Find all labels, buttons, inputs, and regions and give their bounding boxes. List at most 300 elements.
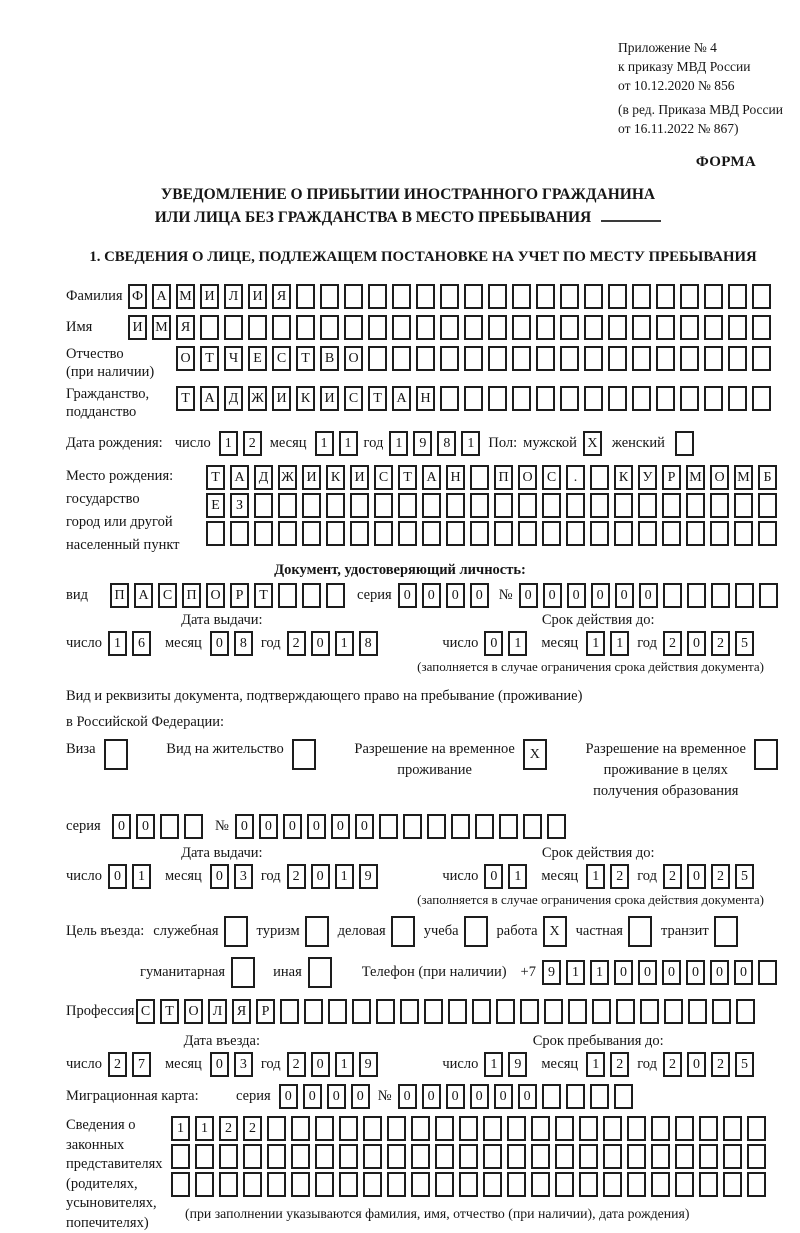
char-box[interactable] [171, 1144, 190, 1169]
char-box[interactable] [483, 1116, 502, 1141]
char-box[interactable]: 0 [331, 814, 350, 839]
char-box[interactable]: 2 [663, 1052, 682, 1077]
char-box[interactable]: X [583, 431, 602, 456]
char-box[interactable] [315, 1116, 334, 1141]
char-box[interactable] [328, 999, 347, 1024]
char-box[interactable]: 1 [339, 431, 358, 456]
char-box[interactable]: О [518, 465, 537, 490]
char-box[interactable] [398, 493, 417, 518]
char-box[interactable] [308, 957, 332, 988]
char-box[interactable] [400, 999, 419, 1024]
char-box[interactable] [728, 315, 747, 340]
char-box[interactable] [680, 386, 699, 411]
char-box[interactable] [662, 521, 681, 546]
char-box[interactable] [566, 493, 585, 518]
char-box[interactable]: Т [368, 386, 387, 411]
char-box[interactable] [547, 814, 566, 839]
char-box[interactable] [488, 386, 507, 411]
char-box[interactable] [280, 999, 299, 1024]
char-box[interactable]: А [230, 465, 249, 490]
char-box[interactable] [296, 284, 315, 309]
char-box[interactable]: 3 [234, 864, 253, 889]
char-box[interactable] [459, 1116, 478, 1141]
char-box[interactable] [464, 284, 483, 309]
char-box[interactable]: Р [230, 583, 249, 608]
char-box[interactable] [710, 493, 729, 518]
char-box[interactable] [758, 521, 777, 546]
char-box[interactable]: П [182, 583, 201, 608]
char-box[interactable] [352, 999, 371, 1024]
char-box[interactable] [302, 493, 321, 518]
char-box[interactable] [398, 521, 417, 546]
char-box[interactable] [376, 999, 395, 1024]
char-box[interactable]: Ф [128, 284, 147, 309]
char-box[interactable] [411, 1116, 430, 1141]
char-box[interactable] [704, 386, 723, 411]
char-box[interactable] [392, 346, 411, 371]
char-box[interactable]: 0 [446, 583, 465, 608]
char-box[interactable]: 0 [484, 864, 503, 889]
char-box[interactable] [680, 346, 699, 371]
char-box[interactable] [363, 1116, 382, 1141]
char-box[interactable] [416, 346, 435, 371]
char-box[interactable] [614, 1084, 633, 1109]
char-box[interactable] [315, 1172, 334, 1197]
char-box[interactable] [632, 315, 651, 340]
char-box[interactable]: 0 [311, 1052, 330, 1077]
char-box[interactable]: Т [160, 999, 179, 1024]
char-box[interactable] [523, 814, 542, 839]
char-box[interactable] [304, 999, 323, 1024]
char-box[interactable]: Д [254, 465, 273, 490]
char-box[interactable]: 0 [303, 1084, 322, 1109]
char-box[interactable]: 1 [461, 431, 480, 456]
char-box[interactable]: 0 [710, 960, 729, 985]
char-box[interactable]: 7 [132, 1052, 151, 1077]
char-box[interactable] [296, 315, 315, 340]
char-box[interactable]: 0 [210, 1052, 229, 1077]
char-box[interactable] [656, 284, 675, 309]
char-box[interactable] [422, 521, 441, 546]
char-box[interactable]: 1 [586, 1052, 605, 1077]
char-box[interactable]: 0 [662, 960, 681, 985]
char-box[interactable] [171, 1172, 190, 1197]
char-box[interactable] [687, 583, 706, 608]
char-box[interactable]: 0 [519, 583, 538, 608]
char-box[interactable]: 1 [335, 631, 354, 656]
char-box[interactable]: К [326, 465, 345, 490]
char-box[interactable]: 9 [508, 1052, 527, 1077]
char-box[interactable] [704, 284, 723, 309]
char-box[interactable]: Н [446, 465, 465, 490]
char-box[interactable] [320, 315, 339, 340]
char-box[interactable] [579, 1172, 598, 1197]
char-box[interactable]: 8 [234, 631, 253, 656]
char-box[interactable] [392, 284, 411, 309]
char-box[interactable] [368, 284, 387, 309]
char-box[interactable] [339, 1144, 358, 1169]
char-box[interactable]: 1 [219, 431, 238, 456]
char-box[interactable] [224, 315, 243, 340]
char-box[interactable] [291, 1172, 310, 1197]
char-box[interactable]: 0 [687, 1052, 706, 1077]
char-box[interactable] [747, 1116, 766, 1141]
char-box[interactable]: Т [200, 346, 219, 371]
char-box[interactable]: 1 [586, 864, 605, 889]
char-box[interactable]: 1 [108, 631, 127, 656]
char-box[interactable] [723, 1116, 742, 1141]
char-box[interactable] [224, 916, 248, 947]
char-box[interactable] [291, 1116, 310, 1141]
char-box[interactable]: 0 [355, 814, 374, 839]
char-box[interactable]: 5 [735, 631, 754, 656]
char-box[interactable] [664, 999, 683, 1024]
char-box[interactable] [723, 1144, 742, 1169]
char-box[interactable] [714, 916, 738, 947]
char-box[interactable]: 0 [543, 583, 562, 608]
char-box[interactable] [459, 1172, 478, 1197]
char-box[interactable] [627, 1172, 646, 1197]
char-box[interactable] [638, 493, 657, 518]
char-box[interactable] [651, 1116, 670, 1141]
char-box[interactable] [728, 346, 747, 371]
char-box[interactable]: 0 [687, 864, 706, 889]
char-box[interactable] [435, 1172, 454, 1197]
char-box[interactable] [422, 493, 441, 518]
char-box[interactable] [254, 521, 273, 546]
char-box[interactable] [584, 315, 603, 340]
char-box[interactable]: Ж [248, 386, 267, 411]
char-box[interactable]: Р [662, 465, 681, 490]
char-box[interactable] [555, 1172, 574, 1197]
char-box[interactable]: К [296, 386, 315, 411]
char-box[interactable] [686, 521, 705, 546]
char-box[interactable]: 9 [413, 431, 432, 456]
char-box[interactable]: С [344, 386, 363, 411]
char-box[interactable]: Я [232, 999, 251, 1024]
char-box[interactable]: 0 [638, 960, 657, 985]
char-box[interactable] [230, 521, 249, 546]
char-box[interactable] [699, 1144, 718, 1169]
char-box[interactable]: X [543, 916, 567, 947]
char-box[interactable] [195, 1144, 214, 1169]
char-box[interactable]: 2 [219, 1116, 238, 1141]
char-box[interactable]: 1 [508, 631, 527, 656]
char-box[interactable]: И [350, 465, 369, 490]
char-box[interactable] [184, 814, 203, 839]
char-box[interactable]: К [614, 465, 633, 490]
char-box[interactable]: 1 [195, 1116, 214, 1141]
char-box[interactable] [292, 739, 316, 770]
char-box[interactable] [747, 1172, 766, 1197]
char-box[interactable]: 0 [259, 814, 278, 839]
char-box[interactable] [459, 1144, 478, 1169]
char-box[interactable]: И [302, 465, 321, 490]
char-box[interactable] [675, 431, 694, 456]
char-box[interactable]: X [523, 739, 547, 770]
char-box[interactable]: И [320, 386, 339, 411]
char-box[interactable] [518, 521, 537, 546]
char-box[interactable] [344, 315, 363, 340]
char-box[interactable] [464, 386, 483, 411]
char-box[interactable] [451, 814, 470, 839]
char-box[interactable] [628, 916, 652, 947]
char-box[interactable] [663, 583, 682, 608]
char-box[interactable] [759, 583, 778, 608]
char-box[interactable]: О [176, 346, 195, 371]
char-box[interactable] [675, 1172, 694, 1197]
char-box[interactable] [752, 315, 771, 340]
char-box[interactable] [608, 386, 627, 411]
char-box[interactable] [320, 284, 339, 309]
char-box[interactable]: 5 [735, 1052, 754, 1077]
char-box[interactable] [200, 315, 219, 340]
char-box[interactable]: 1 [566, 960, 585, 985]
char-box[interactable] [496, 999, 515, 1024]
char-box[interactable] [627, 1144, 646, 1169]
char-box[interactable] [723, 1172, 742, 1197]
char-box[interactable] [350, 493, 369, 518]
char-box[interactable] [747, 1144, 766, 1169]
char-box[interactable] [363, 1172, 382, 1197]
char-box[interactable]: 0 [567, 583, 586, 608]
char-box[interactable] [699, 1116, 718, 1141]
char-box[interactable] [231, 957, 255, 988]
char-box[interactable]: А [392, 386, 411, 411]
char-box[interactable]: 2 [610, 1052, 629, 1077]
char-box[interactable]: О [710, 465, 729, 490]
char-box[interactable] [350, 521, 369, 546]
char-box[interactable] [704, 315, 723, 340]
char-box[interactable]: . [566, 465, 585, 490]
char-box[interactable] [494, 521, 513, 546]
char-box[interactable] [374, 521, 393, 546]
char-box[interactable] [368, 346, 387, 371]
char-box[interactable] [219, 1172, 238, 1197]
char-box[interactable] [758, 960, 777, 985]
char-box[interactable] [632, 284, 651, 309]
char-box[interactable]: И [272, 386, 291, 411]
char-box[interactable]: 1 [335, 864, 354, 889]
char-box[interactable]: С [158, 583, 177, 608]
char-box[interactable] [488, 346, 507, 371]
char-box[interactable] [627, 1116, 646, 1141]
char-box[interactable] [160, 814, 179, 839]
char-box[interactable]: 3 [234, 1052, 253, 1077]
char-box[interactable] [752, 284, 771, 309]
char-box[interactable]: М [152, 315, 171, 340]
char-box[interactable] [424, 999, 443, 1024]
char-box[interactable]: З [230, 493, 249, 518]
char-box[interactable] [632, 386, 651, 411]
char-box[interactable] [560, 284, 579, 309]
char-box[interactable]: И [200, 284, 219, 309]
char-box[interactable] [440, 284, 459, 309]
char-box[interactable]: 2 [663, 631, 682, 656]
char-box[interactable] [560, 315, 579, 340]
char-box[interactable] [603, 1116, 622, 1141]
char-box[interactable] [315, 1144, 334, 1169]
char-box[interactable]: А [152, 284, 171, 309]
char-box[interactable]: А [134, 583, 153, 608]
char-box[interactable] [542, 493, 561, 518]
char-box[interactable]: Л [224, 284, 243, 309]
char-box[interactable]: 0 [311, 864, 330, 889]
char-box[interactable] [699, 1172, 718, 1197]
char-box[interactable] [475, 814, 494, 839]
char-box[interactable]: 0 [422, 583, 441, 608]
char-box[interactable]: 9 [359, 864, 378, 889]
char-box[interactable] [656, 315, 675, 340]
char-box[interactable] [568, 999, 587, 1024]
char-box[interactable] [651, 1172, 670, 1197]
char-box[interactable] [680, 284, 699, 309]
char-box[interactable] [520, 999, 539, 1024]
char-box[interactable] [512, 284, 531, 309]
char-box[interactable] [416, 315, 435, 340]
char-box[interactable]: Т [398, 465, 417, 490]
char-box[interactable]: У [638, 465, 657, 490]
char-box[interactable] [470, 465, 489, 490]
char-box[interactable]: 9 [359, 1052, 378, 1077]
char-box[interactable] [305, 916, 329, 947]
char-box[interactable] [584, 386, 603, 411]
char-box[interactable] [387, 1144, 406, 1169]
char-box[interactable]: 0 [686, 960, 705, 985]
char-box[interactable]: 1 [610, 631, 629, 656]
char-box[interactable] [711, 583, 730, 608]
char-box[interactable] [590, 465, 609, 490]
char-box[interactable] [278, 493, 297, 518]
char-box[interactable] [608, 346, 627, 371]
char-box[interactable] [632, 346, 651, 371]
char-box[interactable]: М [686, 465, 705, 490]
char-box[interactable] [272, 315, 291, 340]
char-box[interactable] [291, 1144, 310, 1169]
char-box[interactable] [387, 1116, 406, 1141]
char-box[interactable]: 0 [307, 814, 326, 839]
char-box[interactable]: Л [208, 999, 227, 1024]
char-box[interactable]: 0 [210, 864, 229, 889]
char-box[interactable] [363, 1144, 382, 1169]
char-box[interactable] [104, 739, 128, 770]
char-box[interactable]: М [176, 284, 195, 309]
char-box[interactable] [278, 583, 297, 608]
char-box[interactable] [590, 521, 609, 546]
char-box[interactable] [603, 1172, 622, 1197]
char-box[interactable] [195, 1172, 214, 1197]
char-box[interactable] [651, 1144, 670, 1169]
char-box[interactable] [536, 315, 555, 340]
char-box[interactable]: 1 [389, 431, 408, 456]
char-box[interactable] [302, 583, 321, 608]
char-box[interactable]: 1 [335, 1052, 354, 1077]
char-box[interactable]: 2 [287, 864, 306, 889]
char-box[interactable] [662, 493, 681, 518]
char-box[interactable] [326, 521, 345, 546]
char-box[interactable] [638, 521, 657, 546]
char-box[interactable] [555, 1144, 574, 1169]
char-box[interactable]: 2 [287, 631, 306, 656]
char-box[interactable] [616, 999, 635, 1024]
char-box[interactable] [507, 1144, 526, 1169]
char-box[interactable] [446, 521, 465, 546]
char-box[interactable] [440, 315, 459, 340]
char-box[interactable]: 1 [132, 864, 151, 889]
char-box[interactable]: 6 [132, 631, 151, 656]
char-box[interactable] [603, 1144, 622, 1169]
char-box[interactable] [243, 1144, 262, 1169]
char-box[interactable] [592, 999, 611, 1024]
char-box[interactable]: 0 [494, 1084, 513, 1109]
char-box[interactable]: Т [176, 386, 195, 411]
char-box[interactable] [518, 493, 537, 518]
char-box[interactable]: 1 [484, 1052, 503, 1077]
char-box[interactable]: 2 [243, 431, 262, 456]
char-box[interactable]: 0 [311, 631, 330, 656]
char-box[interactable] [531, 1144, 550, 1169]
char-box[interactable]: 8 [437, 431, 456, 456]
char-box[interactable] [560, 346, 579, 371]
char-box[interactable] [584, 346, 603, 371]
char-box[interactable] [427, 814, 446, 839]
char-box[interactable] [754, 739, 778, 770]
char-box[interactable] [566, 1084, 585, 1109]
char-box[interactable]: 0 [591, 583, 610, 608]
char-box[interactable] [278, 521, 297, 546]
char-box[interactable]: 0 [283, 814, 302, 839]
char-box[interactable]: 0 [518, 1084, 537, 1109]
char-box[interactable]: 2 [711, 1052, 730, 1077]
char-box[interactable] [656, 386, 675, 411]
char-box[interactable]: В [320, 346, 339, 371]
char-box[interactable] [392, 315, 411, 340]
char-box[interactable] [608, 284, 627, 309]
char-box[interactable]: Я [272, 284, 291, 309]
char-box[interactable] [686, 493, 705, 518]
char-box[interactable] [656, 346, 675, 371]
char-box[interactable]: П [494, 465, 513, 490]
char-box[interactable] [243, 1172, 262, 1197]
char-box[interactable] [379, 814, 398, 839]
char-box[interactable] [435, 1144, 454, 1169]
char-box[interactable] [267, 1172, 286, 1197]
char-box[interactable] [302, 521, 321, 546]
char-box[interactable]: 2 [243, 1116, 262, 1141]
char-box[interactable]: 0 [484, 631, 503, 656]
char-box[interactable]: Е [206, 493, 225, 518]
char-box[interactable] [614, 521, 633, 546]
char-box[interactable] [640, 999, 659, 1024]
char-box[interactable] [488, 315, 507, 340]
char-box[interactable]: 0 [112, 814, 131, 839]
char-box[interactable]: 0 [351, 1084, 370, 1109]
char-box[interactable] [483, 1144, 502, 1169]
char-box[interactable] [590, 1084, 609, 1109]
char-box[interactable] [512, 315, 531, 340]
char-box[interactable]: И [128, 315, 147, 340]
char-box[interactable]: Ж [278, 465, 297, 490]
char-box[interactable]: 0 [327, 1084, 346, 1109]
char-box[interactable]: 0 [136, 814, 155, 839]
char-box[interactable]: 1 [586, 631, 605, 656]
char-box[interactable]: 0 [687, 631, 706, 656]
char-box[interactable]: 0 [108, 864, 127, 889]
char-box[interactable]: С [374, 465, 393, 490]
char-box[interactable]: 1 [590, 960, 609, 985]
char-box[interactable]: 2 [711, 631, 730, 656]
char-box[interactable] [734, 521, 753, 546]
